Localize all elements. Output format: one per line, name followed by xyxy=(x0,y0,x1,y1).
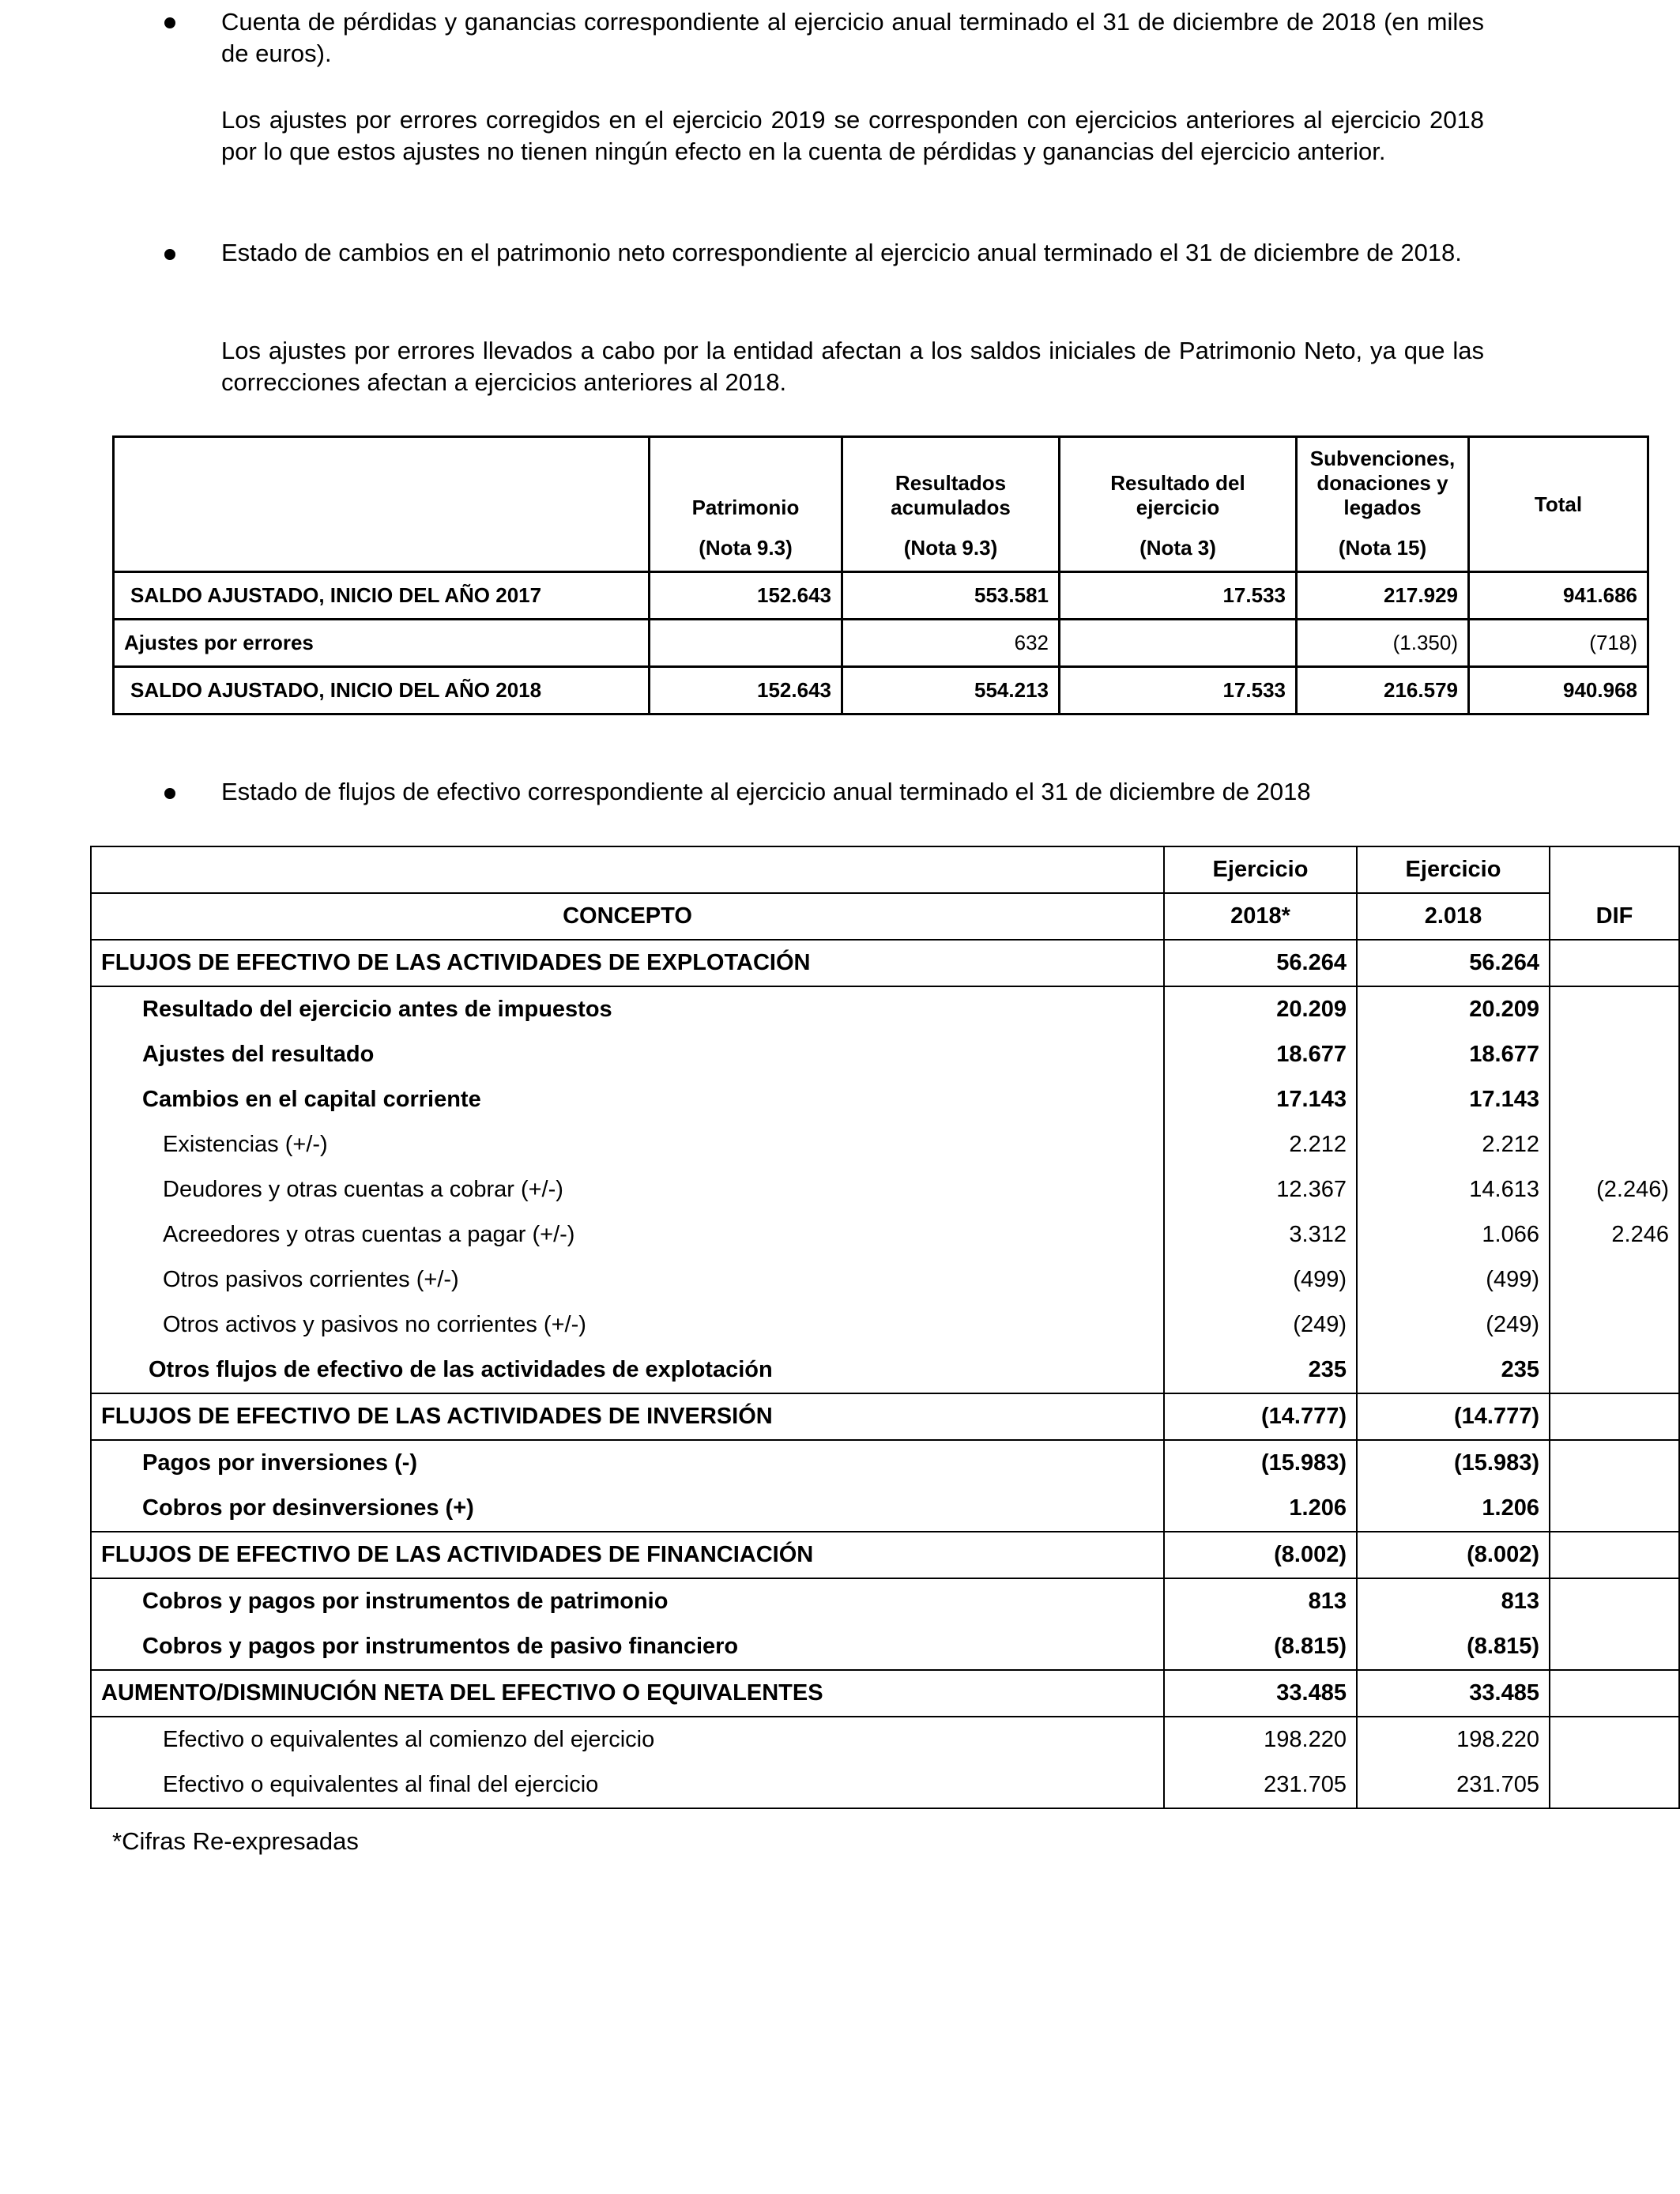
table-row xyxy=(91,1717,1679,1762)
cell-value: (499) xyxy=(1164,1257,1357,1302)
row-label: FLUJOS DE EFECTIVO DE LAS ACTIVIDADES DE INVERSIÓN xyxy=(91,1393,1164,1440)
table-row xyxy=(91,1532,1679,1578)
cell-value xyxy=(1550,1486,1679,1532)
header-label: Patrimonio xyxy=(691,496,800,519)
cell-value: 56.264 xyxy=(1164,940,1357,986)
table-row xyxy=(91,1122,1679,1167)
cell-value: 20.209 xyxy=(1164,986,1357,1032)
header-note: (Nota 9.3) xyxy=(903,536,998,560)
row-label: Deudores y otras cuentas a cobrar (+/-) xyxy=(91,1167,1164,1212)
table-row xyxy=(91,1440,1679,1486)
table-row xyxy=(114,620,1648,667)
cell-value xyxy=(1550,1077,1679,1122)
cell-value xyxy=(1550,1440,1679,1486)
cell-value: 17.143 xyxy=(1164,1077,1357,1122)
cell-value: 33.485 xyxy=(1357,1670,1550,1717)
cell-value: (14.777) xyxy=(1164,1393,1357,1440)
cell-value: 2.246 xyxy=(1550,1212,1679,1257)
equity-header-total xyxy=(1469,437,1648,572)
table-row xyxy=(91,986,1679,1032)
table-row xyxy=(91,1762,1679,1808)
cell-value: 216.579 xyxy=(1297,667,1469,714)
cell-value xyxy=(1550,1393,1679,1440)
paragraph-pyg-adjustments: Los ajustes por errores corregidos en el ejercicio 2019 se corresponden con ejercicios anteriores al ejercicio 2018 por lo que estos ajustes no tienen ningún efecto en la cuenta de pérdidas y ganancias del ejercicio anterior. xyxy=(221,106,1484,165)
cell-value xyxy=(1550,1670,1679,1717)
cell-value xyxy=(1550,1532,1679,1578)
cash-header-row-bottom xyxy=(91,893,1679,940)
cell-value: 235 xyxy=(1357,1348,1550,1393)
row-label: SALDO AJUSTADO, INICIO DEL AÑO 2018 xyxy=(114,667,650,714)
row-label: Existencias (+/-) xyxy=(91,1122,1164,1167)
header-note: (Nota 9.3) xyxy=(699,536,793,560)
header-label: Subvenciones, donaciones y legados xyxy=(1309,447,1456,519)
equity-header-blank xyxy=(114,437,650,572)
cell-value: 813 xyxy=(1164,1578,1357,1624)
cell-value: (249) xyxy=(1164,1302,1357,1348)
table-row xyxy=(114,667,1648,714)
cell-value: (499) xyxy=(1357,1257,1550,1302)
table-row xyxy=(91,1167,1679,1212)
bullet-marker xyxy=(164,788,175,799)
header-note: (Nota 3) xyxy=(1139,536,1216,560)
cell-value xyxy=(1550,1578,1679,1624)
cell-value: 33.485 xyxy=(1164,1670,1357,1717)
cell-value: (8.815) xyxy=(1164,1624,1357,1670)
header-dif: DIF xyxy=(1550,893,1679,940)
cell-value: 1.206 xyxy=(1164,1486,1357,1532)
cell-value: 152.643 xyxy=(650,572,842,620)
paragraph-equity-adjustments: Los ajustes por errores llevados a cabo por la entidad afectan a los saldos iniciales de Patrimonio Neto, ya que las correcciones afectan a ejercicios anteriores al 2018. xyxy=(221,337,1484,396)
equity-header-subvenciones xyxy=(1297,437,1469,572)
table-row xyxy=(91,1624,1679,1670)
header-label: Resultados acumulados xyxy=(891,471,1011,519)
header-col1-bottom: 2018* xyxy=(1164,893,1357,940)
table-row xyxy=(91,1578,1679,1624)
row-label: Pagos por inversiones (-) xyxy=(91,1440,1164,1486)
cell-value: (14.777) xyxy=(1357,1393,1550,1440)
cell-value: (2.246) xyxy=(1550,1167,1679,1212)
equity-header-row xyxy=(114,437,1648,572)
cell-value xyxy=(1550,1624,1679,1670)
cell-value: 2.212 xyxy=(1357,1122,1550,1167)
header-concepto: CONCEPTO xyxy=(91,893,1164,940)
row-label: Otros pasivos corrientes (+/-) xyxy=(91,1257,1164,1302)
cell-value: 231.705 xyxy=(1357,1762,1550,1808)
row-label: Acreedores y otras cuentas a pagar (+/-) xyxy=(91,1212,1164,1257)
cell-value: (249) xyxy=(1357,1302,1550,1348)
header-label: Total xyxy=(1534,492,1583,516)
cell-value: 553.581 xyxy=(842,572,1060,620)
row-label: Ajustes del resultado xyxy=(91,1032,1164,1077)
header-col2-bottom: 2.018 xyxy=(1357,893,1550,940)
cell-value: 18.677 xyxy=(1357,1032,1550,1077)
cell-value: (1.350) xyxy=(1297,620,1469,667)
bullet-marker xyxy=(164,249,175,260)
row-label: Ajustes por errores xyxy=(114,620,650,667)
row-label: Cobros por desinversiones (+) xyxy=(91,1486,1164,1532)
cell-value: 3.312 xyxy=(1164,1212,1357,1257)
header-label: Resultado del ejercicio xyxy=(1110,471,1245,519)
table-row xyxy=(91,1077,1679,1122)
cell-value xyxy=(1550,986,1679,1032)
equity-header-resultado-ejercicio xyxy=(1060,437,1297,572)
cell-value: 17.533 xyxy=(1060,667,1297,714)
row-label: Otros activos y pasivos no corrientes (+/-) xyxy=(91,1302,1164,1348)
cell-value: 17.533 xyxy=(1060,572,1297,620)
cell-value: 940.968 xyxy=(1469,667,1648,714)
footnote: *Cifras Re-expresadas xyxy=(112,1827,359,1855)
row-label: Cobros y pagos por instrumentos de pasivo financiero xyxy=(91,1624,1164,1670)
cell-value xyxy=(1550,1762,1679,1808)
cell-value: 217.929 xyxy=(1297,572,1469,620)
cell-value: 1.206 xyxy=(1357,1486,1550,1532)
row-label: Efectivo o equivalentes al final del ejercicio xyxy=(91,1762,1164,1808)
bullet-text-pyg: Cuenta de pérdidas y ganancias correspondiente al ejercicio anual terminado el 31 de diciembre de 2018 (en miles de euros). xyxy=(221,8,1484,67)
cell-value: 198.220 xyxy=(1164,1717,1357,1762)
table-row xyxy=(91,940,1679,986)
row-label: Cambios en el capital corriente xyxy=(91,1077,1164,1122)
table-row xyxy=(91,1257,1679,1302)
table-row xyxy=(91,1032,1679,1077)
cell-value xyxy=(1550,1348,1679,1393)
table-row xyxy=(91,1212,1679,1257)
cell-value xyxy=(1550,1717,1679,1762)
row-label: Cobros y pagos por instrumentos de patrimonio xyxy=(91,1578,1164,1624)
bullet-text-cashflow: Estado de flujos de efectivo correspondiente al ejercicio anual terminado el 31 de diciembre de 2018 xyxy=(221,778,1311,805)
header-blank xyxy=(91,846,1164,893)
cell-value: 231.705 xyxy=(1164,1762,1357,1808)
equity-header-resultados-acumulados xyxy=(842,437,1060,572)
row-label: FLUJOS DE EFECTIVO DE LAS ACTIVIDADES DE EXPLOTACIÓN xyxy=(91,940,1164,986)
equity-changes-table xyxy=(112,435,1649,715)
cell-value: 198.220 xyxy=(1357,1717,1550,1762)
cell-value: (8.815) xyxy=(1357,1624,1550,1670)
cell-value xyxy=(650,620,842,667)
cell-value: (718) xyxy=(1469,620,1648,667)
cell-value xyxy=(1550,1302,1679,1348)
cell-value: 632 xyxy=(842,620,1060,667)
cell-value xyxy=(1550,1122,1679,1167)
row-label: Otros flujos de efectivo de las actividades de explotación xyxy=(91,1348,1164,1393)
row-label: Resultado del ejercicio antes de impuestos xyxy=(91,986,1164,1032)
table-row xyxy=(91,1486,1679,1532)
cell-value: (8.002) xyxy=(1164,1532,1357,1578)
cell-value: 18.677 xyxy=(1164,1032,1357,1077)
cell-value: 17.143 xyxy=(1357,1077,1550,1122)
header-col2-top: Ejercicio xyxy=(1357,846,1550,893)
equity-header-patrimonio xyxy=(650,437,842,572)
table-row xyxy=(91,1302,1679,1348)
cell-value: 152.643 xyxy=(650,667,842,714)
row-label: AUMENTO/DISMINUCIÓN NETA DEL EFECTIVO O EQUIVALENTES xyxy=(91,1670,1164,1717)
cell-value: 56.264 xyxy=(1357,940,1550,986)
cell-value: (15.983) xyxy=(1164,1440,1357,1486)
cell-value: 235 xyxy=(1164,1348,1357,1393)
cell-value xyxy=(1550,940,1679,986)
cell-value: 1.066 xyxy=(1357,1212,1550,1257)
header-col1-top: Ejercicio xyxy=(1164,846,1357,893)
cell-value xyxy=(1550,1032,1679,1077)
row-label: Efectivo o equivalentes al comienzo del ejercicio xyxy=(91,1717,1164,1762)
table-row xyxy=(114,572,1648,620)
cell-value: (15.983) xyxy=(1357,1440,1550,1486)
cash-flow-table xyxy=(90,846,1680,1809)
cell-value: 12.367 xyxy=(1164,1167,1357,1212)
header-note: (Nota 15) xyxy=(1338,536,1427,560)
row-label: FLUJOS DE EFECTIVO DE LAS ACTIVIDADES DE FINANCIACIÓN xyxy=(91,1532,1164,1578)
header-dif-top xyxy=(1550,846,1679,893)
cell-value: 941.686 xyxy=(1469,572,1648,620)
table-row xyxy=(91,1393,1679,1440)
cell-value: (8.002) xyxy=(1357,1532,1550,1578)
row-label: SALDO AJUSTADO, INICIO DEL AÑO 2017 xyxy=(114,572,650,620)
cell-value: 554.213 xyxy=(842,667,1060,714)
cell-value xyxy=(1550,1257,1679,1302)
cell-value: 14.613 xyxy=(1357,1167,1550,1212)
cell-value: 813 xyxy=(1357,1578,1550,1624)
cell-value: 20.209 xyxy=(1357,986,1550,1032)
bullet-marker xyxy=(164,17,175,28)
table-row xyxy=(91,1670,1679,1717)
bullet-text-equity: Estado de cambios en el patrimonio neto correspondiente al ejercicio anual terminado el 31 de diciembre de 2018. xyxy=(221,239,1462,266)
cell-value xyxy=(1060,620,1297,667)
cell-value: 2.212 xyxy=(1164,1122,1357,1167)
cash-header-row-top xyxy=(91,846,1679,893)
table-row xyxy=(91,1348,1679,1393)
